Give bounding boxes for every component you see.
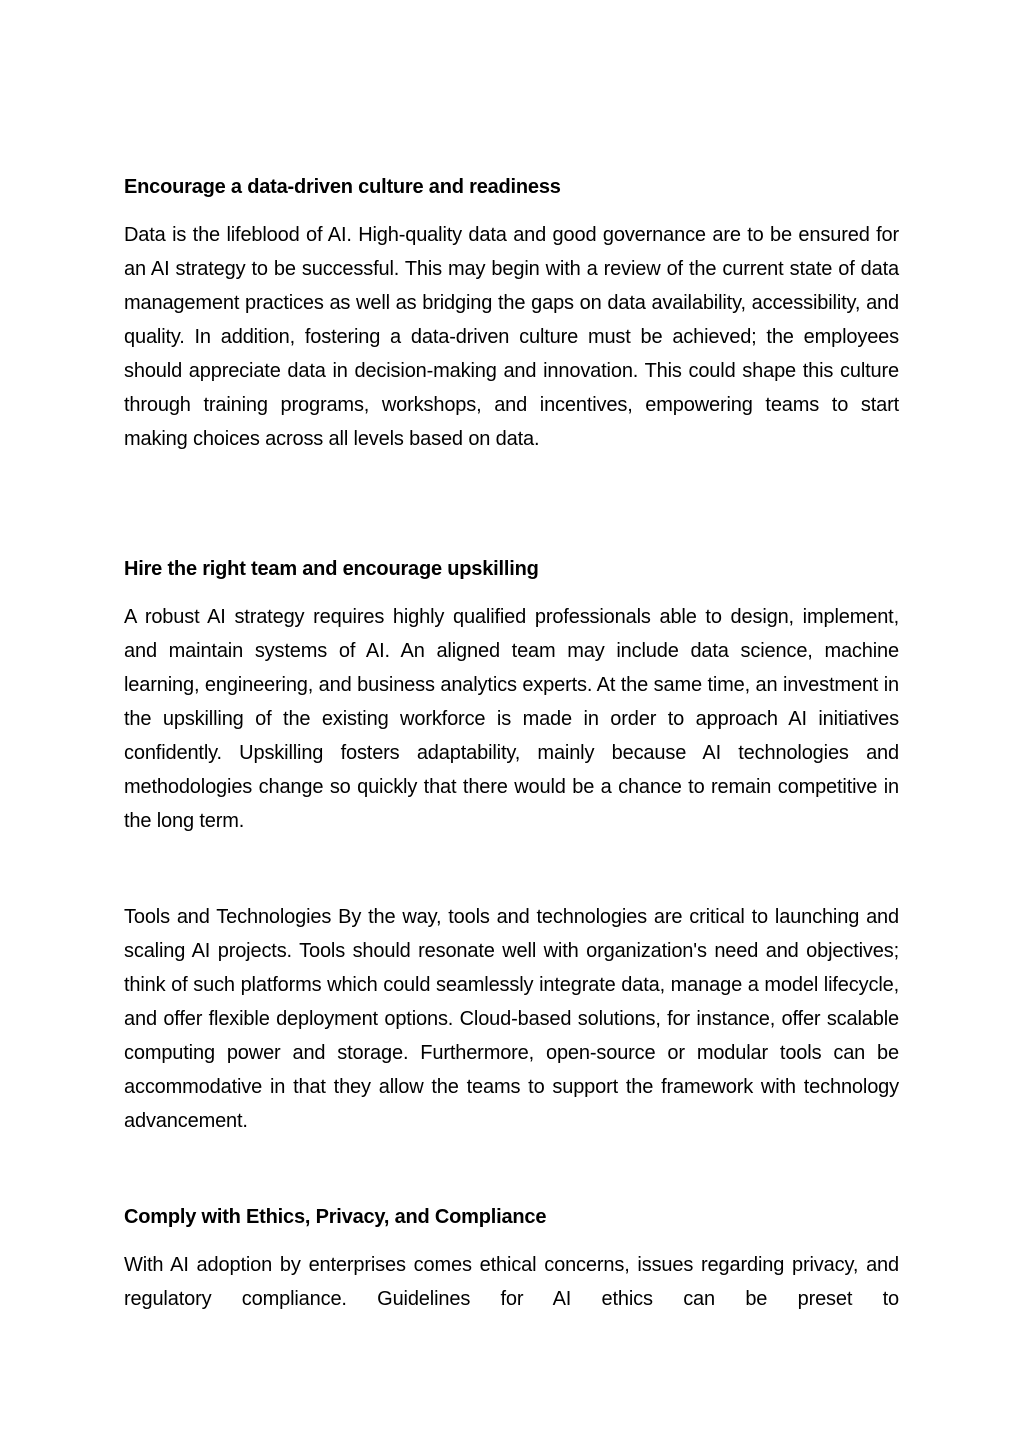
section-data-driven-culture (124, 170, 899, 456)
section-ethics-compliance (124, 1200, 899, 1316)
section-heading: Comply with Ethics, Privacy, and Compliance (124, 1206, 547, 1228)
section-tools-technologies (124, 900, 899, 1138)
section-hire-team (124, 552, 899, 838)
section-heading: Encourage a data-driven culture and readiness (124, 176, 561, 198)
section-body: With AI adoption by enterprises comes ethical concerns, issues regarding privacy, and regulatory compliance. Guidelines for AI ethics can be preset to (124, 1254, 899, 1310)
section-body: Data is the lifeblood of AI. High-quality data and good governance are to be ensured for an AI strategy to be successful. This may begin with a review of the current state of data management practices as well as bridging the gaps on data availability, accessibility, and quality. In addition, fostering a data-driven culture must be achieved; the employees should appreciate data in decision-making and innovation. This could shape this culture through training programs, workshops, and incentives, empowering teams to start making choices across all levels based on data. (124, 224, 899, 450)
section-body: A robust AI strategy requires highly qualified professionals able to design, implement, and maintain systems of AI. An aligned team may include data science, machine learning, engineering, and business analytics experts. At the same time, an investment in the upskilling of the existing workforce is made in order to approach AI initiatives confidently. Upskilling fosters adaptability, mainly because AI technologies and methodologies change so quickly that there would be a chance to remain competitive in the long term. (124, 606, 899, 832)
section-heading: Hire the right team and encourage upskilling (124, 558, 539, 580)
section-body: Tools and Technologies By the way, tools and technologies are critical to launching and scaling AI projects. Tools should resonate well with organization's need and objectives; think of such platforms which could seamlessly integrate data, manage a model lifecycle, and offer flexible deployment options. Cloud-based solutions, for instance, offer scalable computing power and storage. Furthermore, open-source or modular tools can be accommodative in that they allow the teams to support the framework with technology advancement. (124, 906, 899, 1132)
